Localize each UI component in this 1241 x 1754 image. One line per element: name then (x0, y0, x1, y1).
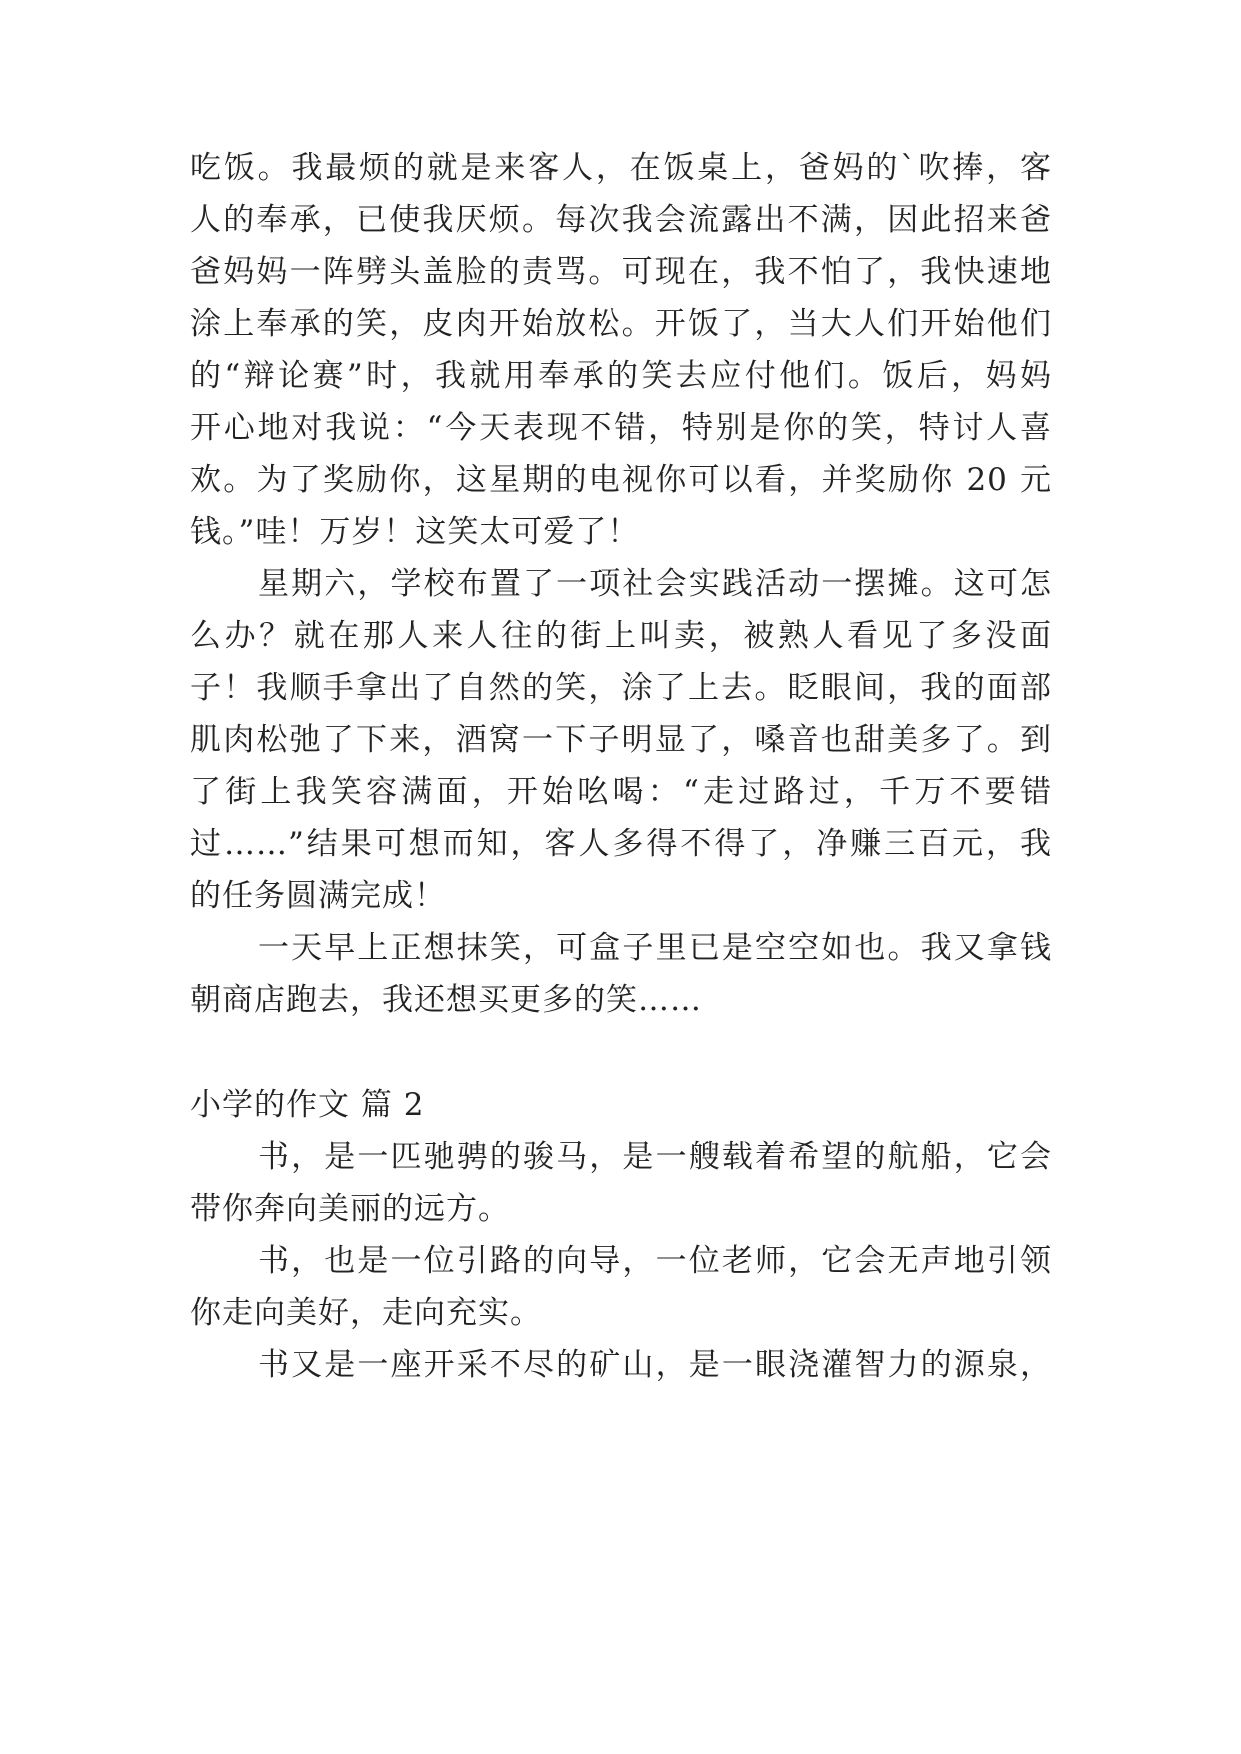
essay2-heading: 小学的作文 篇 2 (190, 1087, 425, 1123)
essay1-line-9: 星期六，学校布置了一项社会实践活动一摆摊。这可怎 (258, 566, 1052, 602)
essay1-line-15: 的任务圆满完成！ (190, 878, 446, 914)
essay1-line-5: 的“辩论赛”时，我就用奉承的笑去应付他们。饭后，妈妈 (190, 358, 1052, 394)
essay1-line-1: 吃饭。我最烦的就是来客人，在饭桌上，爸妈的`吹捧，客 (190, 150, 1052, 186)
essay2-line-3: 书，也是一位引路的向导，一位老师，它会无声地引领 (258, 1243, 1052, 1279)
essay1-line-16: 一天早上正想抹笑，可盒子里已是空空如也。我又拿钱 (258, 930, 1052, 966)
essay1-line-4: 涂上奉承的笑，皮肉开始放松。开饭了，当大人们开始他们 (190, 306, 1052, 342)
essay1-line-17: 朝商店跑去，我还想买更多的笑…… (190, 982, 702, 1018)
essay1-line-6: 开心地对我说：“今天表现不错，特别是你的笑，特讨人喜 (190, 410, 1052, 446)
essay1-line-11: 子！我顺手拿出了自然的笑，涂了上去。眨眼间，我的面部 (190, 670, 1052, 706)
essay2-line-1: 书，是一匹驰骋的骏马，是一艘载着希望的航船，它会 (258, 1139, 1052, 1175)
essay1-line-8: 钱。”哇！万岁！这笑太可爱了！ (190, 514, 640, 550)
essay2-line-4: 你走向美好，走向充实。 (190, 1295, 542, 1331)
essay1-line-2: 人的奉承，已使我厌烦。每次我会流露出不满，因此招来爸 (190, 202, 1052, 238)
essay1-line-13: 了街上我笑容满面，开始吆喝：“走过路过，千万不要错 (190, 774, 1052, 810)
essay1-line-7: 欢。为了奖励你，这星期的电视你可以看，并奖励你 20 元 (190, 462, 1052, 498)
essay1-line-3: 爸妈妈一阵劈头盖脸的责骂。可现在，我不怕了，我快速地 (190, 254, 1052, 290)
essay1-line-10: 么办？就在那人来人往的街上叫卖，被熟人看见了多没面 (190, 618, 1052, 654)
essay2-line-5: 书又是一座开采不尽的矿山，是一眼浇灌智力的源泉， (258, 1347, 1052, 1383)
essay2-line-2: 带你奔向美丽的远方。 (190, 1191, 510, 1227)
essay1-line-14: 过……”结果可想而知，客人多得不得了，净赚三百元，我 (190, 826, 1052, 862)
essay1-line-12: 肌肉松弛了下来，酒窝一下子明显了，嗓音也甜美多了。到 (190, 722, 1052, 758)
